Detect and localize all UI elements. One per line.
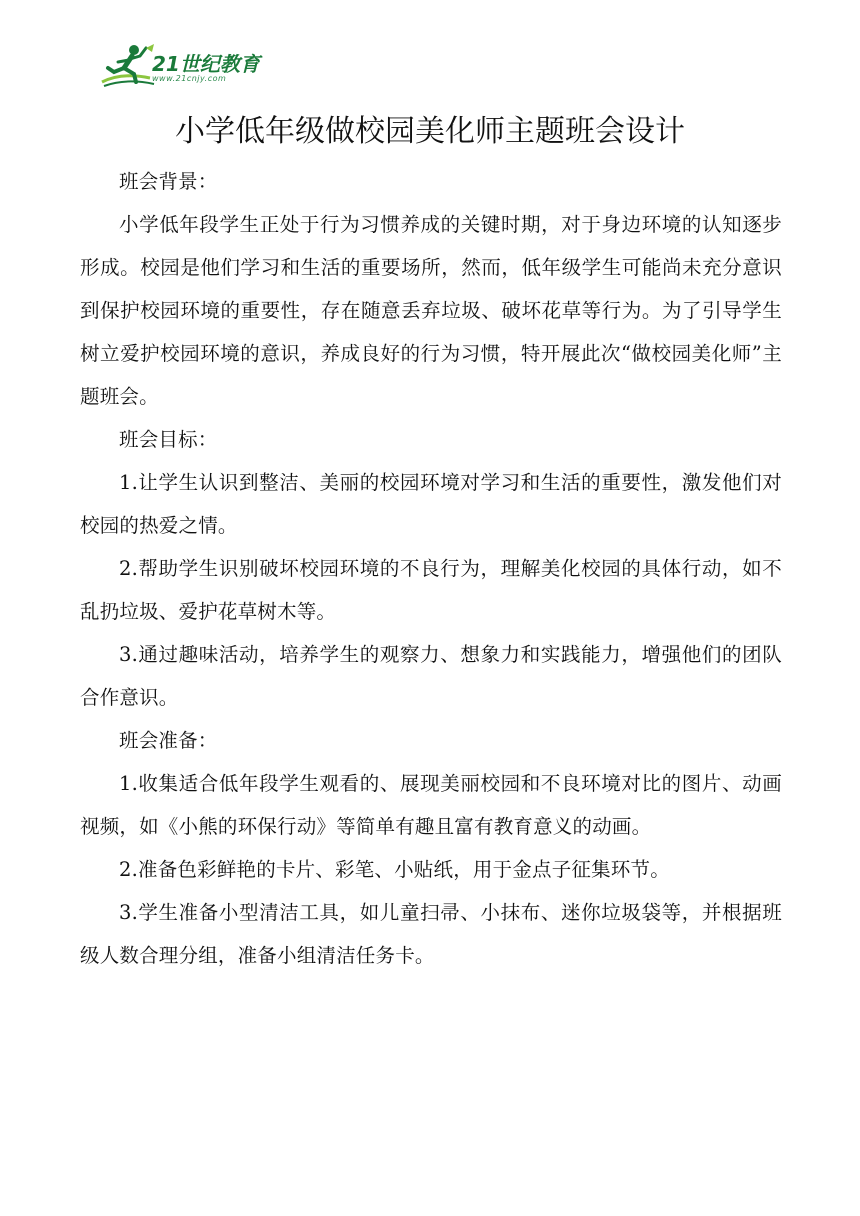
preparation-item-2: 2.准备色彩鲜艳的卡片、彩笔、小贴纸，用于金点子征集环节。 xyxy=(119,858,670,881)
document-title: 小学低年级做校园美化师主题班会设计 xyxy=(175,114,685,149)
site-logo xyxy=(100,42,270,90)
paragraph-background: 小学低年段学生正处于行为习惯养成的关键时期，对于身边环境的认知逐步形成。校园是他们学习和生活的重要场所，然而，低年级学生可能尚未充分意识到保护校园环境的重要性，存在随意丢弃垃圾、破坏花草等行为。为了引导学生树立爱护校园环境的意识，养成良好的行为习惯，特开展此次“做校园美化师”主题班会。 xyxy=(80,213,782,408)
section-heading-preparation: 班会准备： xyxy=(119,729,218,752)
running-figure-icon xyxy=(100,42,156,90)
preparation-item-3: 3.学生准备小型清洁工具，如儿童扫帚、小抹布、迷你垃圾袋等，并根据班级人数合理分组，准备小组清洁任务卡。 xyxy=(80,901,782,967)
section-heading-goals: 班会目标： xyxy=(119,428,218,451)
goal-item-2: 2.帮助学生识别破坏校园环境的不良行为，理解美化校园的具体行动，如不乱扔垃圾、爱护花草树木等。 xyxy=(80,557,782,623)
logo-url: www.21cnjy.com xyxy=(152,74,227,83)
goal-item-3: 3.通过趣味活动，培养学生的观察力、想象力和实践能力，增强他们的团队合作意识。 xyxy=(80,643,782,709)
preparation-item-1: 1.收集适合低年段学生观看的、展现美丽校园和不良环境对比的图片、动画视频，如《小熊的环保行动》等简单有趣且富有教育意义的动画。 xyxy=(80,772,782,838)
document-body xyxy=(80,160,782,977)
section-heading-background: 班会背景： xyxy=(119,170,218,193)
logo-text: 21世纪教育 xyxy=(152,52,260,76)
goal-item-1: 1.让学生认识到整洁、美丽的校园环境对学习和生活的重要性，激发他们对校园的热爱之情。 xyxy=(80,471,782,537)
